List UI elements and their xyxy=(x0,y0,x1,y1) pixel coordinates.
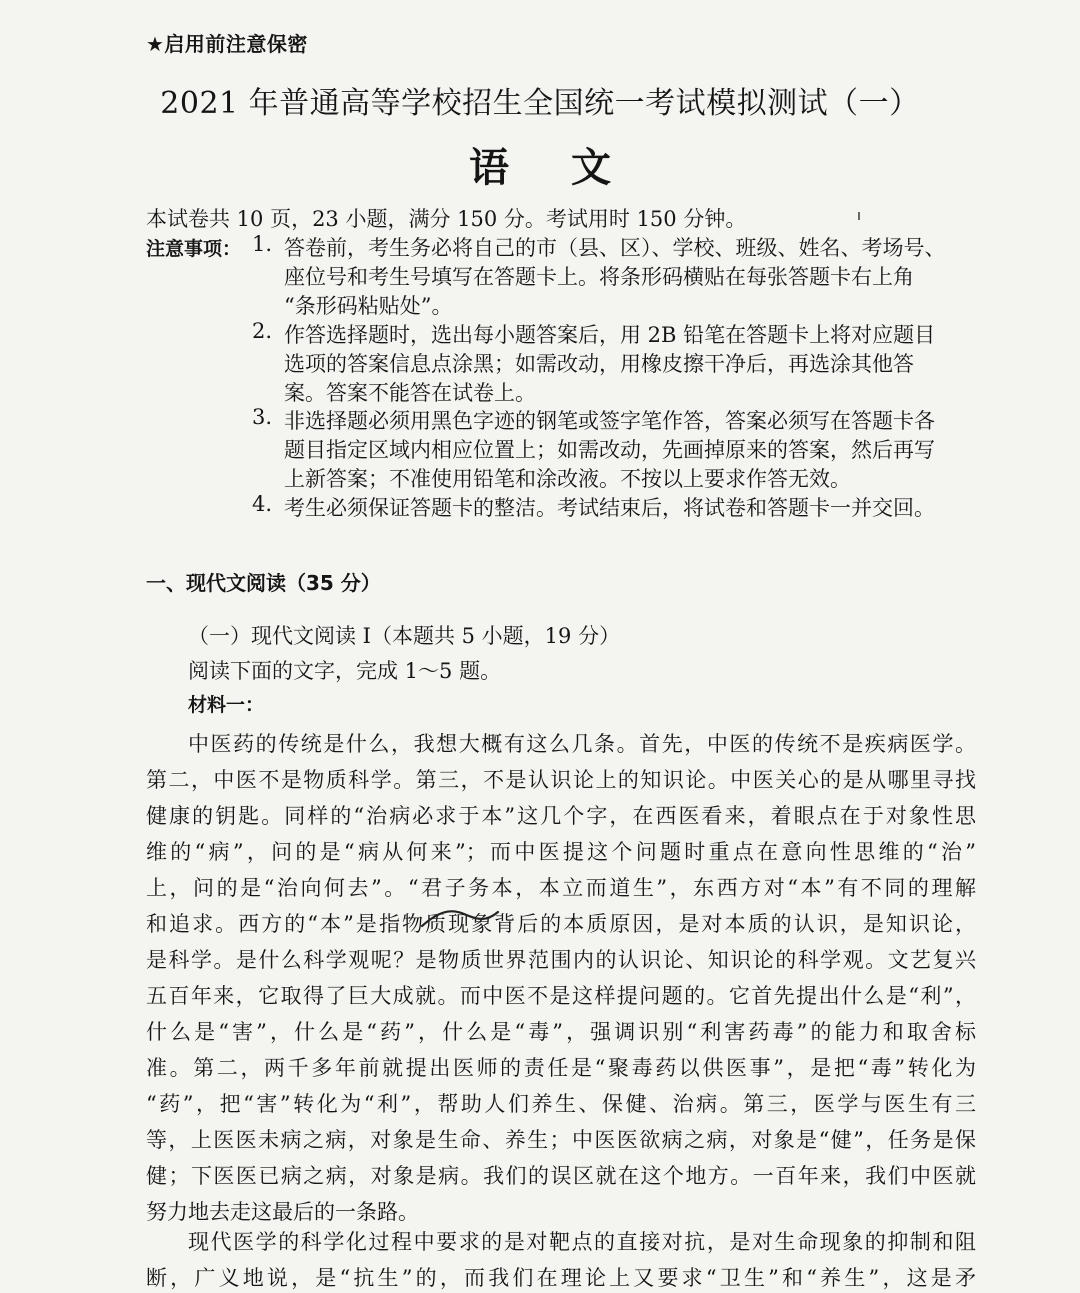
note-number: 3. xyxy=(252,405,273,429)
note-line: 作答选择题时，选出每小题答案后，用 2B 铅笔在答题卡上将对应题目 xyxy=(284,323,936,347)
exam-intro: 本试卷共 10 页，23 小题，满分 150 分。考试用时 150 分钟。 xyxy=(146,207,747,231)
passage-line: “药”，把“害”转化为“利”，帮助人们养生、保健、治病。第三，医学与医生有三 xyxy=(146,1092,976,1116)
note-number: 4. xyxy=(252,492,273,516)
passage-line: 现代医学的科学化过程中要求的是对靶点的直接对抗，是对生命现象的抑制和阻 xyxy=(188,1230,976,1254)
material-label: 材料一： xyxy=(188,694,265,716)
passage-line: 第二，中医不是物质科学。第三，不是认识论上的知识论。中医关心的是从哪里寻找 xyxy=(146,768,976,792)
passage-line: 努力地去走这最后的一条路。 xyxy=(146,1200,419,1224)
note-line: 案。答案不能答在试卷上。 xyxy=(284,381,536,405)
note-line: 非选择题必须用黑色字迹的钢笔或签字笔作答，答案必须写在答题卡各 xyxy=(284,409,935,433)
subsection-heading: （一）现代文阅读 I（本题共 5 小题，19 分） xyxy=(188,624,621,648)
note-line: 座位号和考生号填写在答题卡上。将条形码横贴在每张答题卡右上角 xyxy=(284,265,914,289)
pen-mark-icon xyxy=(420,902,500,932)
passage-line: 维的“病”，问的是“病从何来”；而中医提这个问题时重点在意向性思维的“治” xyxy=(146,840,976,864)
note-number: 2. xyxy=(252,319,273,343)
note-line: “条形码粘贴处”。 xyxy=(284,294,453,318)
passage-line: 准。第二，两千多年前就提出医师的责任是“聚毒药以供医事”，是把“毒”转化为 xyxy=(146,1056,976,1080)
passage-line: 断，广义地说，是“抗生”的，而我们在理论上又要求“卫生”和“养生”，这是矛 xyxy=(146,1266,976,1290)
exam-title: 2021 年普通高等学校招生全国统一考试模拟测试（一） xyxy=(160,86,920,121)
passage-line: 五百年来，它取得了巨大成就。而中医不是这样提问题的。它首先提出什么是“利”， xyxy=(146,984,976,1008)
note-line: 上新答案；不准使用铅笔和涂改液。不按以上要求作答无效。 xyxy=(284,467,851,491)
passage-line: 上，问的是“治向何去”。“君子务本，本立而道生”，东西方对“本”有不同的理解 xyxy=(146,876,976,900)
scan-speck xyxy=(858,212,860,220)
passage-line: 和追求。西方的“本”是指物质现象背后的本质原因，是对本质的认识，是知识论， xyxy=(146,912,976,936)
confidential-notice: ★启用前注意保密 xyxy=(146,32,308,56)
passage-line: 健康的钥匙。同样的“治病必求于本”这几个字，在西医看来，着眼点在于对象性思 xyxy=(146,804,976,828)
passage-line: 中医药的传统是什么，我想大概有这么几条。首先，中医的传统不是疾病医学。 xyxy=(188,732,976,756)
passage-line: 什么是“害”，什么是“药”，什么是“毒”，强调识别“利害药毒”的能力和取舍标 xyxy=(146,1020,976,1044)
passage-line: 是科学。是什么科学观呢？是物质世界范围内的认识论、知识论的科学观。文艺复兴 xyxy=(146,948,976,972)
note-line: 考生必须保证答题卡的整洁。考试结束后，将试卷和答题卡一并交回。 xyxy=(284,496,935,520)
subject-title: 语文 xyxy=(469,145,673,191)
note-line: 选项的答案信息点涂黑；如需改动，用橡皮擦干净后，再选涂其他答 xyxy=(284,352,914,376)
passage-line: 健；下医医已病之病，对象是病。我们的误区就在这个地方。一百年来，我们中医就 xyxy=(146,1164,976,1188)
section-heading: 一、现代文阅读（35 分） xyxy=(146,571,381,595)
note-line: 题目指定区域内相应位置上；如需改动，先画掉原来的答案，然后再写 xyxy=(284,438,935,462)
passage-line: 等，上医医未病之病，对象是生命、养生；中医医欲病之病，对象是“健”，任务是保 xyxy=(146,1128,976,1152)
reading-instruction: 阅读下面的文字，完成 1～5 题。 xyxy=(188,659,502,683)
note-number: 1. xyxy=(252,232,273,256)
notes-label: 注意事项： xyxy=(146,238,242,260)
note-line: 答卷前，考生务必将自己的市（县、区）、学校、班级、姓名、考场号、 xyxy=(284,236,946,260)
